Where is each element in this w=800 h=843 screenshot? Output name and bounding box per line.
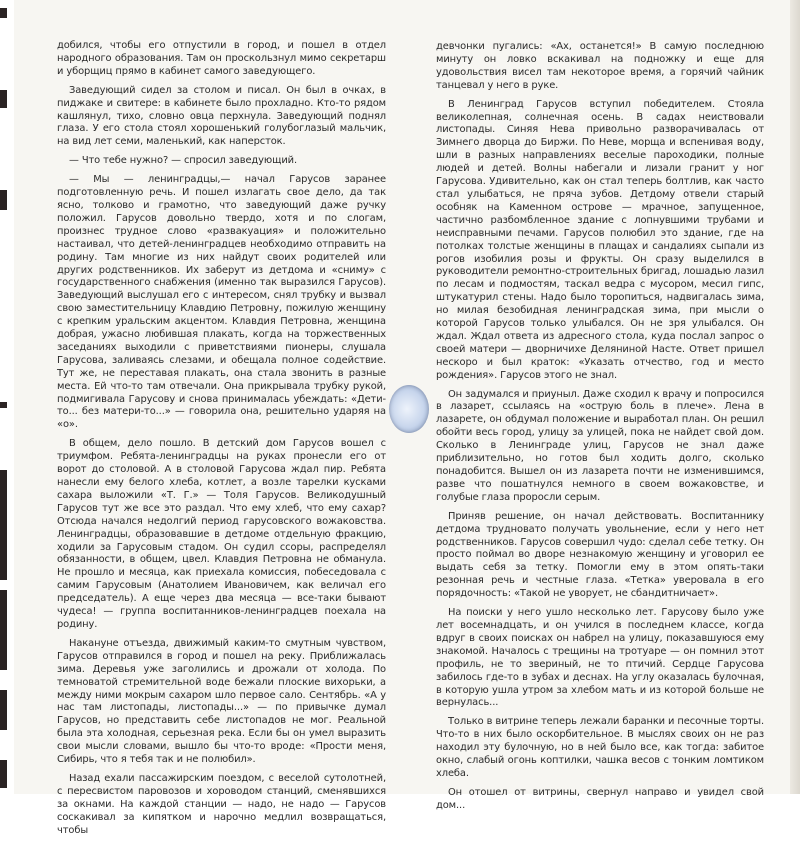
paragraph: — Что тебе нужно? — спросил заведующий. [69, 155, 297, 167]
binding-strip [0, 470, 7, 580]
right-text-column [436, 41, 764, 819]
paragraph: Приняв решение, он начал действовать. Воспитаннику детдома трудновато получать увольнение, если у него нет родственников. Гарусов совершил чудо: сделал себе тетку. Он просто поймал во дворе незнакомую женщину и уговорил ее выдать себя за тетку. Помогли ему в этом опять-таки резонная речь и честные глаза. «Тетка» уверовала в его порядочность: «Такой не уворует, не сбандитничает». [436, 510, 764, 600]
binding-strip [0, 760, 7, 788]
binding-strip [0, 8, 7, 18]
paragraph: добился, чтобы его отпустили в город, и пошел в отдел народного образования. Там он проскользнул мимо секретарш и уборщиц прямо в кабинет самого заведующего. [57, 40, 386, 77]
paragraph: Только в витрине теперь лежали баранки и песочные торты. Что-то в них было оскорбительное. В мыслях своих он не раз находил эту булочную, но в ней было все, как тогда: забитое окно, слабый огонь коптилки, чашка весов с тонким ломтиком хлеба. [436, 716, 764, 779]
left-text-column [57, 40, 386, 843]
record-center-hole [389, 385, 429, 433]
binding-strip [0, 402, 7, 408]
binding-strip [0, 690, 7, 730]
binding-edge [0, 0, 14, 794]
paragraph: Накануне отъезда, движимый каким-то смутным чувством, Гарусов отправился в город и пошел на реку. Приближалась зима. Деревья уже заголились и дрожали от холода. По темноватой стремительной воде бежали плоские вихорьки, а между ними мокрым сахаром шло первое сало. Сентябрь. «А у нас там листопады, листопады...» — по привычке думал Гарусов, но представить себе листопадов не мог. Реальной была эта холодная, серьезная река. Если бы он умел выразить свои мысли словами, вышло бы что-то вроде: «Прости меня, Сибирь, что я тебя так и не полюбил». [57, 637, 386, 766]
binding-strip [0, 90, 7, 108]
paragraph: девчонки пугались: «Ах, останется!» В самую последнюю минуту он ловко вскакивал на подножку и еще для удовольствия висел там некоторое время, а горячий чайник танцевал у него в руке. [436, 41, 764, 91]
paragraph: Он отошел от витрины, свернул направо и увидел свой дом... [436, 786, 764, 811]
paragraph: В Ленинград Гарусов вступил победителем. Стояла великолепная, солнечная осень. В садах неиствовали листопады. Синяя Нева привольно разворачивалась от Зимнего дворца до Биржи. По Неве, морща и вспенивая воду, шли в разных направлениях веселые пароходики, полные людей и детей. Волны набегали и лизали гранит у ног Гарусова. Удивительно, как он стал теперь болтлив, как часто стал улыбаться, не пряча зубов. Детдому отвели старый особняк на Каменном острове — мрачное, запущенное, частично разбомбленное здание с лопнувшими трубами и неисправными печами. Гарусов полюбил это здание, где на потолках толстые женщины в плащах и сандалиях сыпали из рогов изобилия розы и фрукты. Он сразу выделился в руководители ремонтно-строительных бригад, лошадью лазил по лесам и подмостям, таскал ведра с мусором, месил гипс, штукатурил стены. Надо было торопиться, надвигалась зима, но милая безобидная ленинградская зима, при мысли о которой Гарусов только улыбался. Он не зря улыбался. Он ждал. Ждал ответа из адресного стола, куда послал запрос о своей матери — дворничихе Деляниной Насте. Ответ пришел нескоро и был краток: «Указать отчество, год и место рождения». Гарусов этого не знал. [436, 98, 764, 381]
page-edge [790, 0, 800, 794]
paragraph: В общем, дело пошло. В детский дом Гарусов вошел с триумфом. Ребята-ленинградцы на руках пронесли его от ворот до столовой. А в столовой Гарусова ждал пир. Ребята нанесли ему белого хлеба, котлет, а возле тарелки кусками сахара выложили «Т. Г.» — Толя Гарусов. Великодушный Гарусов тут же все это раздал. Что ему хлеб, что ему сахар? Отсюда начался недолгий период гарусовского вожаковства. Ленинградцы, образовавшие в детдоме отдельную фракцию, ходили за Гарусовым стадом. Он судил ссоры, распределял обязанности, в общем, цвел. Клавдия Петровна не обманула. Не прошло и месяца, как приехала комиссия, побеседовала с самим Гарусовым (Анатолием Ивановичем, как величал его председатель). А еще через два месяца — все-таки бывают чудеса! — группа воспитанников-ленинградцев поехала на родину. [57, 438, 386, 630]
paragraph: На поиски у него ушло несколько лет. Гарусову было уже лет восемнадцать, и он учился в последнем классе, когда вдруг в своих поисках он набрел на улицу, показавшуюся ему знакомой. Началось с трещины на тротуаре — он помнил этот профиль, не то звериный, не то птичий. Сердце Гарусова забилось где-то в зубах и деснах. На углу оказалась булочная, в которую ушла утром за хлебом мать и из которой больше не вернулась... [436, 607, 764, 709]
binding-strip [0, 590, 7, 670]
binding-strip [0, 190, 7, 210]
paragraph: Заведующий сидел за столом и писал. Он был в очках, в пиджаке и свитере: в кабинете было прохладно. Кто-то рядом кашлянул, тихо, словно овца перхнула. Заведующий поднял глаза. У его стола стоял хорошенький голубоглазый мальчик, на вид лет семи, маленький, как наперсток. [57, 84, 386, 148]
paragraph: Назад ехали пассажирским поездом, с веселой сутолотней, с пересвистом паровозов и хороводом станций, сменявшихся за окнами. На каждой станции — надо, не надо — Гарусов соскакивал за кипятком и нарочно медлил возвращаться, чтобы [57, 772, 386, 836]
paragraph: Он задумался и приуныл. Даже сходил к врачу и попросился в лазарет, ссылаясь на «острую боль в плече». Лена в лазарете, он обдумал положение и выработал план. Он решил обойти весь город, улицу за улицей, пока не найдет свой дом. Сколько в Ленинграде улиц, Гарусов не знал даже приблизительно, но готов был ходить долго, сколько понадобится. Вышел он из лазарета почти не изменившимся, разве что пошатнулся немного в своем вожаковстве, и голубые глаза проросли серым. [436, 388, 764, 503]
paragraph: — Мы — ленинградцы,— начал Гарусов заранее подготовленную речь. И пошел излагать свое дело, да так ясно, толково и грамотно, что заведующий даже ручку положил. Гарусов довольно твердо, хотя и по слогам, произнес трудное слово «развакуация» и положительно настаивал, что детей-ленинградцев необходимо отправить на родину. Там многие из них найдут своих родителей или других родственников. Их заберут из детдома и «сниму» с государственного снабжения (именно так выразился Гарусов). Заведующий выслушал его с интересом, снял трубку и вызвал свою заместительницу Клавдию Петровну, пожилую женщину с крепким уральским акцентом. Клавдия Петровна, женщина добрая, ужасно любившая плакать, когда на торжественных заседаниях выходили с приветствиями пионеры, слушала Гарусова, заливаясь слезами, и обещала полное содействие. Тут же, не переставая плакать, она стала звонить в разные места. Ей что-то там отвечали. Она прикрывала трубку рукой, подмигивала Гарусову и снова принималась убеждать: «Дети-то... без матери-то...» — говорила она, решительно ударяя на «о». [57, 174, 386, 431]
